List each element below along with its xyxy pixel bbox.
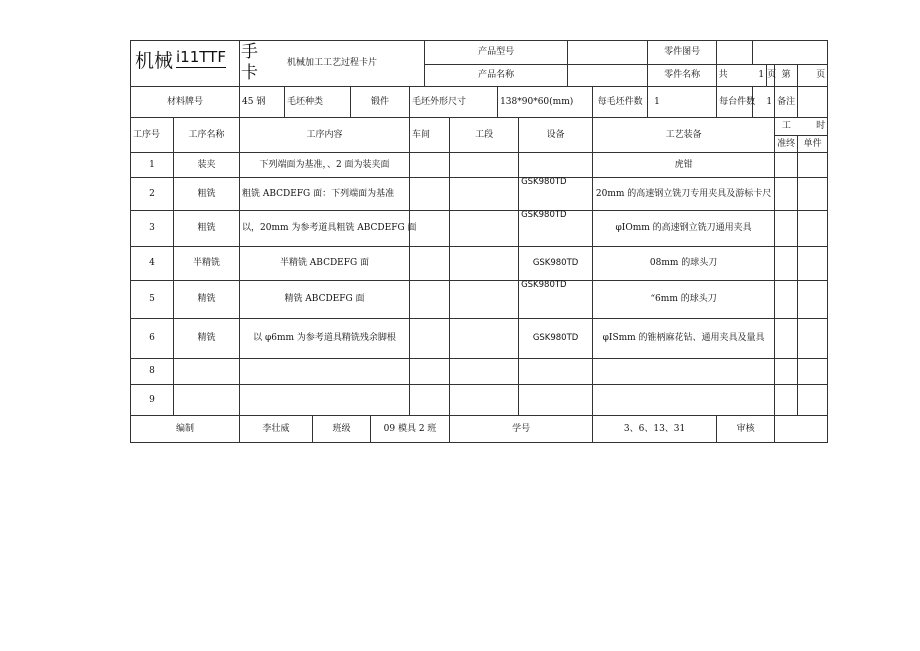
footer-row: [131, 416, 828, 443]
row-section: [450, 178, 519, 211]
col-equipment-header: 设备: [519, 118, 593, 153]
row-prep: [775, 359, 798, 385]
row-prep: [775, 319, 798, 359]
row-name: [174, 385, 240, 416]
table-row: [131, 319, 828, 359]
remark-label: 备注: [775, 87, 798, 118]
row-name: 粗铣: [174, 211, 240, 247]
row-name: 精铣: [174, 319, 240, 359]
row-section: [450, 211, 519, 247]
logo-right-top-text: 手: [241, 42, 258, 62]
row-prep: [775, 211, 798, 247]
row-seq: 9: [131, 385, 174, 416]
product-model-value: [568, 41, 648, 65]
row-section: [450, 281, 519, 319]
row-unit: [798, 281, 828, 319]
student-no-value: 3、6、13、31: [593, 416, 717, 443]
logo-right-bottom-text: 卡: [241, 63, 258, 83]
col-workshop-header: 车间: [410, 118, 450, 153]
blank-size-value: 138*90*60(mm): [498, 87, 593, 118]
row-workshop: [410, 281, 450, 319]
row-seq: 3: [131, 211, 174, 247]
row-seq: 2: [131, 178, 174, 211]
row-name: 半精铣: [174, 247, 240, 281]
table-row: [131, 178, 828, 211]
row-seq: 4: [131, 247, 174, 281]
logo-mid-text: i11TTF: [176, 49, 226, 68]
col-tooling-header: 工艺装备: [593, 118, 775, 153]
row-seq: 1: [131, 153, 174, 178]
part-drawing-label: 零件图号: [648, 41, 717, 65]
row-name: [174, 359, 240, 385]
number-label: 第: [775, 64, 798, 87]
row-prep: [775, 247, 798, 281]
row-content: 半精铣 ABCDEFG 面: [240, 247, 410, 281]
col-hours-header-a: 工: [775, 118, 798, 136]
row-seq: 5: [131, 281, 174, 319]
row-content: 以，20mm 为参考道具粗铣 ABCDEFG 面: [240, 211, 410, 247]
col-name-header: 工序名称: [174, 118, 240, 153]
row-prep: [775, 281, 798, 319]
row-equipment: GSK980TD: [519, 319, 593, 359]
process-card-table: [130, 40, 828, 443]
blank-type-label: 毛坯种类: [285, 87, 351, 118]
row-workshop: [410, 178, 450, 211]
row-prep: [775, 178, 798, 211]
table-row: [131, 247, 828, 281]
row-unit: [798, 385, 828, 416]
row-unit: [798, 247, 828, 281]
col-hours-header-b: 时: [798, 118, 828, 136]
per-unit-value: 1: [753, 87, 775, 118]
row-prep: [775, 385, 798, 416]
row-equipment: [519, 359, 593, 385]
row-equipment: [519, 385, 593, 416]
row-section: [450, 319, 519, 359]
row-workshop: [410, 319, 450, 359]
col-content-header: 工序内容: [240, 118, 410, 153]
part-name-label: 零件名称: [648, 64, 717, 87]
row-workshop: [410, 385, 450, 416]
row-tooling: [593, 385, 775, 416]
row-tooling: 08mm 的球头刀: [593, 247, 775, 281]
row-content: 以 φ6mm 为参考道具精铣残余脚根: [240, 319, 410, 359]
table-row: [131, 385, 828, 416]
row-unit: [798, 359, 828, 385]
blank-type-value: 锻件: [351, 87, 410, 118]
row-seq: 6: [131, 319, 174, 359]
material-grade-label: 材料牌号: [131, 87, 240, 118]
per-blank-label: 每毛坯件数: [593, 87, 648, 118]
total-label: 共: [717, 64, 730, 87]
row-equipment: GSK980TD: [519, 178, 593, 211]
table-row: [131, 359, 828, 385]
row-content: [240, 385, 410, 416]
row-tooling: [593, 359, 775, 385]
row-content: 精铣 ABCDEFG 面: [240, 281, 410, 319]
part-drawing-extra: [753, 41, 828, 65]
product-name-value: [568, 64, 648, 87]
row-equipment: [519, 153, 593, 178]
table-row: [131, 281, 828, 319]
col-prep-header: 准终: [775, 136, 798, 153]
logo-left-text: 机械: [135, 50, 174, 72]
row-section: [450, 385, 519, 416]
part-drawing-value: [717, 41, 753, 65]
row-name: 粗铣: [174, 178, 240, 211]
row-name: 精铣: [174, 281, 240, 319]
review-value: [775, 416, 828, 443]
row-unit: [798, 178, 828, 211]
page-label: 页: [767, 64, 775, 87]
row-tooling: 虎钳: [593, 153, 775, 178]
remark-value: [798, 87, 828, 118]
row-prep: [775, 153, 798, 178]
row-workshop: [410, 153, 450, 178]
row-section: [450, 153, 519, 178]
product-model-label: 产品型号: [425, 41, 568, 65]
card-title: 机械加工工艺过程卡片: [240, 41, 425, 87]
review-label: 审核: [717, 416, 775, 443]
col-unit-header: 单件: [798, 136, 828, 153]
row-tooling: “6mm 的球头刀: [593, 281, 775, 319]
row-equipment: GSK980TD: [519, 247, 593, 281]
per-blank-value: 1: [648, 87, 717, 118]
row-content: 粗铣 ABCDEFG 面：下列端面为基准: [240, 178, 410, 211]
student-no-label: 学号: [450, 416, 593, 443]
col-section-header: 工段: [450, 118, 519, 153]
row-section: [450, 359, 519, 385]
row-unit: [798, 211, 828, 247]
row-section: [450, 247, 519, 281]
compiled-label: 编制: [131, 416, 240, 443]
row-tooling: φISmm 的锥柄麻花钻、通用夹具及量具: [593, 319, 775, 359]
blank-size-label: 毛坯外形尺寸: [410, 87, 498, 118]
page-label-2: 页: [798, 64, 828, 87]
row-seq: 8: [131, 359, 174, 385]
product-name-label: 产品名称: [425, 64, 568, 87]
total-value: 1: [730, 64, 767, 87]
row-content: [240, 359, 410, 385]
table-row: [131, 211, 828, 247]
row-content: 下列端面为基准，、2 面为装夹面: [240, 153, 410, 178]
row-unit: [798, 319, 828, 359]
row-equipment: GSK980TD: [519, 281, 593, 319]
row-tooling: 20mm 的高速钢立铣刀专用夹具及游标卡尺: [593, 178, 775, 211]
compiled-value: 李壮威: [240, 416, 313, 443]
process-card: [130, 40, 826, 443]
per-unit-label: 每台件数: [717, 87, 753, 118]
material-grade-value: 45 钢: [240, 87, 285, 118]
row-name: 装夹: [174, 153, 240, 178]
class-label: 班级: [313, 416, 371, 443]
row-equipment: GSK980TD: [519, 211, 593, 247]
col-seq-header: 工序号: [131, 118, 174, 153]
card-logo: [131, 41, 258, 87]
row-workshop: [410, 247, 450, 281]
row-tooling: φIOmm 的高速钢立铣刀通用夹具: [593, 211, 775, 247]
table-row: [131, 153, 828, 178]
row-workshop: [410, 359, 450, 385]
class-value: 09 模具 2 班: [371, 416, 450, 443]
row-unit: [798, 153, 828, 178]
